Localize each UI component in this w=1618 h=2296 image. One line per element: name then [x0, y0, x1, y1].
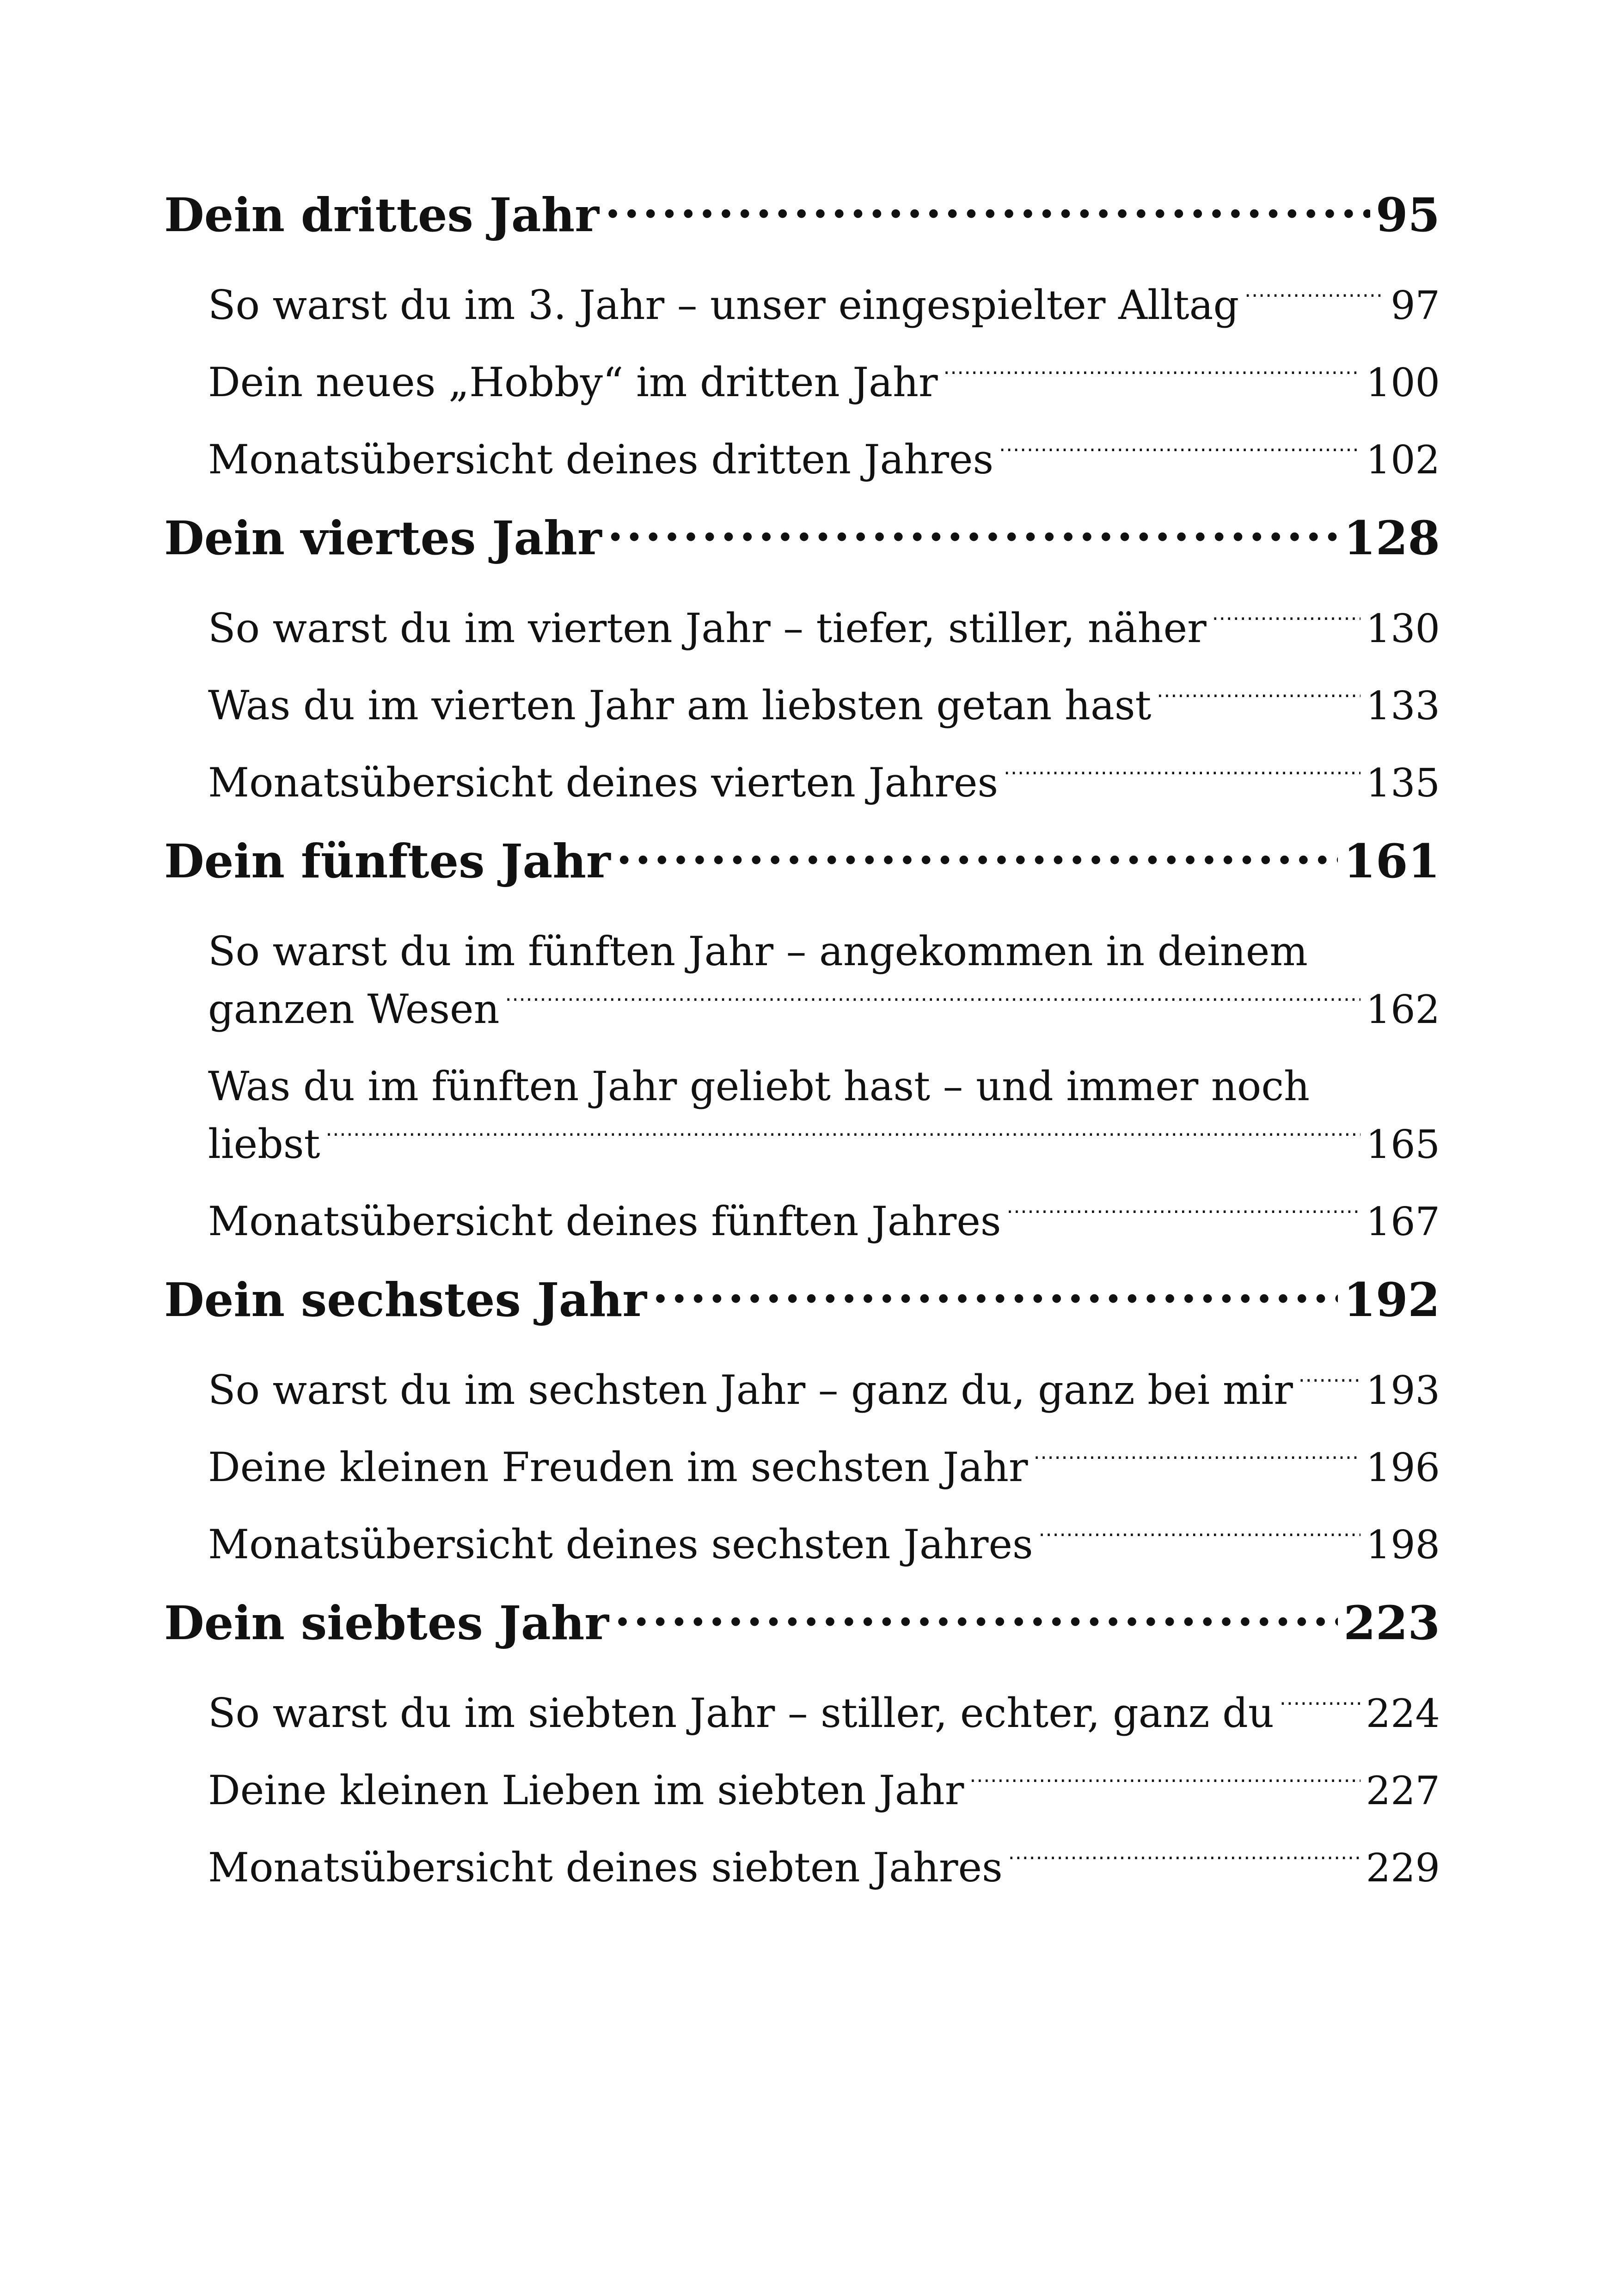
toc-entry[interactable] — [164, 1058, 1440, 1174]
dot-leader — [1007, 1207, 1361, 1235]
dot-leader — [325, 1130, 1360, 1158]
chapter-page-number: 128 — [1343, 511, 1440, 565]
chapter-title: Dein siebtes Jahr — [164, 1596, 609, 1650]
toc-entry[interactable] — [164, 600, 1440, 658]
entry-page-number: 133 — [1366, 683, 1440, 729]
entry-page-number: 167 — [1366, 1199, 1440, 1244]
entry-page-number: 102 — [1366, 437, 1440, 483]
dot-leader — [1212, 614, 1361, 642]
entry-title: So warst du im sechsten Jahr – ganz du, ganz bei mir — [208, 1366, 1293, 1414]
toc-entries — [164, 1361, 1440, 1574]
entry-page-number: 196 — [1366, 1445, 1440, 1490]
chapter-page-number: 95 — [1375, 188, 1440, 242]
dot-leader — [616, 831, 1338, 877]
toc-entry[interactable] — [164, 1516, 1440, 1574]
toc-entries — [164, 600, 1440, 812]
toc-entries — [164, 276, 1440, 489]
entry-page-number: 229 — [1366, 1845, 1440, 1891]
toc-chapter[interactable] — [164, 185, 1440, 245]
entry-page-number: 130 — [1366, 606, 1440, 651]
toc-entry[interactable] — [164, 1361, 1440, 1420]
entry-page-number: 224 — [1366, 1691, 1440, 1736]
dot-leader — [944, 368, 1361, 396]
entry-title-line1: Was du im fünften Jahr geliebt hast – und immer noch — [208, 1063, 1310, 1110]
table-of-contents — [164, 185, 1440, 1916]
dot-leader — [1244, 291, 1385, 319]
entry-page-number: 193 — [1366, 1368, 1440, 1413]
toc-entries — [164, 923, 1440, 1251]
chapter-title: Dein drittes Jahr — [164, 188, 600, 242]
entry-title: So warst du im vierten Jahr – tiefer, stiller, näher — [208, 605, 1207, 652]
dot-leader — [999, 446, 1361, 473]
chapter-page-number: 223 — [1343, 1596, 1440, 1650]
entry-title: So warst du im 3. Jahr – unser eingespielter Alltag — [208, 282, 1239, 329]
entry-page-number: 198 — [1366, 1522, 1440, 1567]
dot-leader — [1004, 769, 1361, 796]
entry-title: Monatsübersicht deines siebten Jahres — [208, 1844, 1003, 1891]
toc-entry[interactable] — [164, 923, 1440, 1039]
entry-page-number: 227 — [1366, 1768, 1440, 1813]
entry-title: So warst du im siebten Jahr – stiller, echter, ganz du — [208, 1690, 1274, 1737]
entry-page-number: 100 — [1366, 360, 1440, 405]
dot-leader — [1299, 1376, 1361, 1404]
entry-title-line2: ganzen Wesen — [208, 986, 500, 1033]
entry-page-number: 162 — [1366, 987, 1440, 1032]
entry-title-line2-row — [208, 1115, 1440, 1174]
toc-chapter[interactable] — [164, 1593, 1440, 1653]
entry-title: Monatsübersicht deines dritten Jahres — [208, 436, 994, 483]
dot-leader — [1280, 1699, 1361, 1727]
entry-title: Deine kleinen Lieben im siebten Jahr — [208, 1767, 964, 1814]
entry-title: Monatsübersicht deines vierten Jahres — [208, 759, 999, 806]
entry-title: Monatsübersicht deines sechsten Jahres — [208, 1521, 1033, 1568]
entry-title-line2: liebst — [208, 1120, 320, 1168]
toc-entries — [164, 1684, 1440, 1897]
toc-entry[interactable] — [164, 354, 1440, 412]
entry-title: Was du im vierten Jahr am liebsten getan hast — [208, 682, 1152, 729]
chapter-title: Dein viertes Jahr — [164, 511, 602, 565]
toc-chapter[interactable] — [164, 831, 1440, 891]
entry-title: Dein neues „Hobby“ im dritten Jahr — [208, 359, 938, 406]
entry-title: Deine kleinen Freuden im sechsten Jahr — [208, 1444, 1028, 1491]
chapter-title: Dein fünftes Jahr — [164, 834, 611, 888]
toc-entry[interactable] — [164, 1839, 1440, 1897]
toc-entry[interactable] — [164, 1684, 1440, 1743]
dot-leader — [1039, 1531, 1361, 1558]
toc-chapter[interactable] — [164, 508, 1440, 568]
toc-entry[interactable] — [164, 431, 1440, 489]
dot-leader — [1008, 1854, 1361, 1881]
toc-entry[interactable] — [164, 1762, 1440, 1820]
dot-leader — [505, 995, 1361, 1023]
entry-title-line2-row — [208, 980, 1440, 1039]
toc-chapter[interactable] — [164, 1270, 1440, 1330]
toc-entry[interactable] — [164, 1193, 1440, 1251]
toc-entry[interactable] — [164, 276, 1440, 335]
chapter-page-number: 161 — [1343, 834, 1440, 888]
entry-page-number: 135 — [1366, 760, 1440, 806]
entry-page-number: 165 — [1366, 1122, 1440, 1167]
entry-title-line1: So warst du im fünften Jahr – angekommen in deinem — [208, 928, 1308, 975]
dot-leader — [607, 508, 1338, 554]
entry-page-number: 97 — [1391, 283, 1440, 328]
toc-entry[interactable] — [164, 1439, 1440, 1497]
toc-entry[interactable] — [164, 677, 1440, 735]
entry-title: Monatsübersicht deines fünften Jahres — [208, 1198, 1001, 1245]
dot-leader — [969, 1776, 1360, 1804]
toc-entry[interactable] — [164, 754, 1440, 812]
dot-leader — [652, 1270, 1338, 1316]
chapter-page-number: 192 — [1343, 1273, 1440, 1327]
dot-leader — [614, 1593, 1338, 1639]
chapter-title: Dein sechstes Jahr — [164, 1273, 647, 1327]
dot-leader — [605, 185, 1370, 231]
dot-leader — [1034, 1453, 1361, 1481]
dot-leader — [1157, 692, 1360, 719]
